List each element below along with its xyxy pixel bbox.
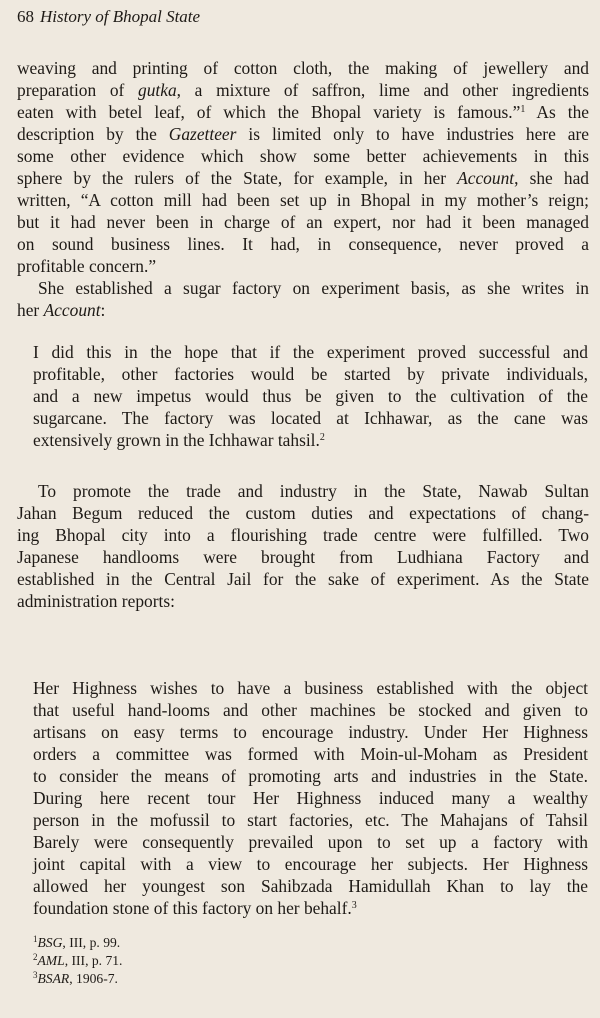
quote-2-line-9: joint capital with a view to encourage her subjects. Her Highness: [33, 854, 588, 874]
quote-2-line-10: allowed her youngest son Sahibzada Hamidullah Khan to lay the: [33, 876, 588, 896]
quote-1-line-4: sugarcane. The factory was located at Ichhawar, as the cane was: [33, 408, 588, 428]
paragraph-1-line-1: weaving and printing of cotton cloth, the making of jewellery and: [17, 58, 589, 78]
paragraph-3-line-6: administration reports:: [17, 591, 175, 611]
footnote-ref-1: 1: [520, 104, 526, 115]
book-page: [17, 0, 589, 1018]
paragraph-1-line-2: preparation of gutka, a mixture of saffron, lime and other ingredients: [17, 80, 589, 100]
quote-2-line-2: that useful hand-looms and other machines be stocked and given to: [33, 700, 588, 720]
quote-2-line-8: Barely were consequently prevailed upon to set up a factory with: [33, 832, 588, 852]
paragraph-1-line-5: some other evidence which show some better achievements in this: [17, 146, 589, 166]
quote-2-line-3: artisans on easy terms to encourage industry. Under Her Highness: [33, 722, 588, 742]
footnote-3: $^3$BSAR, 1906-7.: [33, 970, 118, 986]
quote-2-line-4: orders a committee was formed with Moin-ul-Moham as President: [33, 744, 588, 764]
paragraph-1-line-7: written, “A cotton mill had been set up in Bhopal in my mother’s reign;: [17, 190, 589, 210]
paragraph-3-line-3: ing Bhopal city into a flourishing trade centre were fulfilled. Two: [17, 525, 589, 545]
paragraph-3-line-4: Japanese handlooms were brought from Ludhiana Factory and: [17, 547, 589, 567]
paragraph-1-line-9: on sound business lines. It had, in consequence, never proved a: [17, 234, 589, 254]
quote-1-line-1: I did this in the hope that if the experiment proved successful and: [33, 342, 588, 362]
paragraph-2-line-1: She established a sugar factory on experiment basis, as she writes in: [38, 278, 589, 298]
quote-1-line-5: extensively grown in the Ichhawar tahsil.$^2$: [33, 430, 325, 450]
footnote-ref-3: 3: [351, 900, 357, 911]
paragraph-1-line-3: eaten with betel leaf, of which the Bhopal variety is famous.”$^1$ As the: [17, 102, 589, 122]
paragraph-1-line-4: description by the Gazetteer is limited only to have industries here are: [17, 124, 590, 144]
paragraph-3-line-5: established in the Central Jail for the sake of experiment. As the State: [17, 569, 589, 589]
quote-2-line-1: Her Highness wishes to have a business established with the object: [33, 678, 588, 698]
paragraph-3-line-1: To promote the trade and industry in the State, Nawab Sultan: [38, 481, 589, 501]
footnote-2: $^2$AML, III, p. 71.: [33, 952, 123, 968]
quote-2-line-7: person in the mofussil to start factories, etc. The Mahajans of Tahsil: [33, 810, 588, 830]
paragraph-1-line-10: profitable concern.”: [17, 256, 157, 276]
quote-1-line-3: and a new impetus would thus be given to the cultivation of the: [33, 386, 588, 406]
quote-2-line-11: foundation stone of this factory on her behalf.$^3$: [33, 898, 357, 918]
quote-2-line-6: During here recent tour Her Highness induced many a wealthy: [33, 788, 588, 808]
paragraph-3-line-2: Jahan Begum reduced the custom duties and expectations of chang-: [17, 503, 589, 523]
quote-1-line-2: profitable, other factories would be started by private individuals,: [33, 364, 588, 384]
running-title: History of Bhopal State: [40, 7, 201, 26]
footnote-ref-2: 2: [319, 432, 325, 443]
paragraph-1-line-8: but it had never been in charge of an expert, nor had it been managed: [17, 212, 589, 232]
page-number: 68: [17, 7, 34, 26]
footnote-1: $^1$BSG, III, p. 99.: [33, 934, 121, 950]
running-header: [17, 6, 200, 28]
paragraph-2-line-2: her Account:: [17, 300, 106, 320]
paragraph-1-line-6: sphere by the rulers of the State, for example, in her Account, she had: [17, 168, 589, 188]
quote-2-line-5: to consider the means of promoting arts and industries in the State.: [33, 766, 588, 786]
